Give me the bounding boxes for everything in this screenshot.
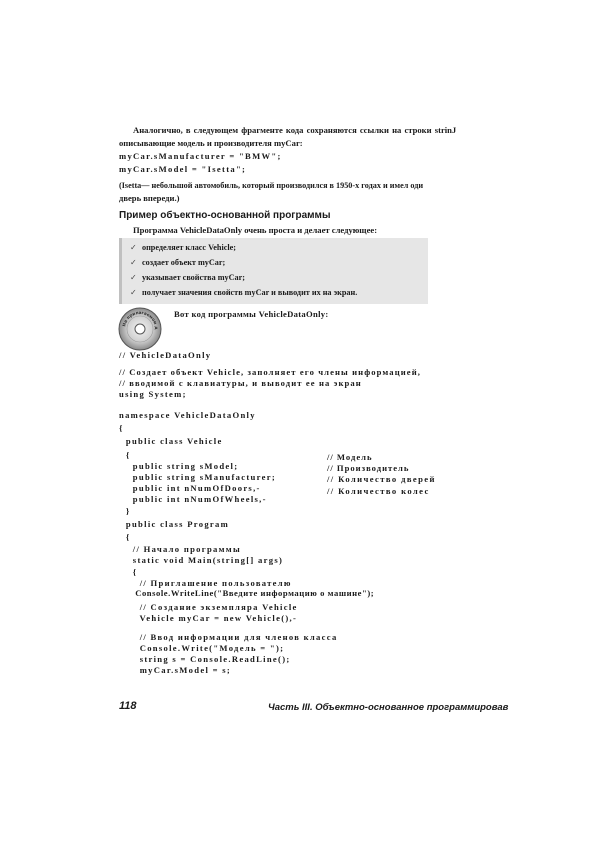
running-footer: Часть III. Объектно-основанное программировав [268,702,509,713]
checkmark-icon: ✓ [130,258,137,267]
intro-code-2: myCar.sModel = "Isetta"; [119,164,247,174]
intro-line-2: описывающие модель и производителя myCar: [119,138,303,148]
intro-line-1: Аналогично, в следующем фрагменте кода сохраняются ссылки на строки strinJ [133,125,457,135]
code-intro: Вот код программы VehicleDataOnly: [174,309,329,319]
bullet-list [119,238,428,304]
code-line: // Создание экземпляра Vehicle [119,602,298,612]
code-line: Console.WriteLine("Введите информацию о машине"); [119,588,375,598]
list-item: ✓ определяет класс Vehicle; [130,243,237,252]
code-line: { [119,532,131,542]
list-item: ✓ создает объект myCar; [130,258,226,267]
code-line: { [119,450,131,460]
code-line: namespace VehicleDataOnly [119,410,256,420]
code-line: // VehicleDataOnly [119,350,212,360]
code-line: { [119,567,138,577]
code-line: public class Vehicle [119,436,223,446]
code-line: Console.Write("Модель = "); [119,643,285,653]
intro-note-1: (Isetta— небольшой автомобиль, который производился в 1950-х годах и имел оди [119,181,424,190]
code-comment: // Количество дверей [327,474,436,484]
code-line: { [119,423,124,433]
checkmark-icon: ✓ [130,288,137,297]
code-line: // Ввод информации для членов класса [119,632,338,642]
code-line: public int nNumOfDoors,- [119,483,261,493]
checkmark-icon: ✓ [130,243,137,252]
checkmark-icon: ✓ [130,273,137,282]
code-line: myCar.sModel = s; [119,665,232,675]
list-item: ✓ указывает свойства myCar; [130,273,245,282]
code-line: public string sModel; [119,461,239,471]
section-lead: Программа VehicleDataOnly очень проста и делает следующее: [133,225,378,235]
code-line: // вводимой с клавиатуры, и выводит ее на экран [119,378,362,388]
code-line: using System; [119,389,187,399]
code-line: string s = Console.ReadLine(); [119,654,291,664]
cd-disc-icon [117,306,163,352]
code-line: public int nNumOfWheels,- [119,494,267,504]
code-line: // Создает объект Vehicle, заполняет его члены информацией, [119,367,422,377]
section-heading: Пример объектно-основанной программы [119,210,331,221]
code-line: // Приглашение пользователю [119,578,292,588]
code-comment: // Количество колес [327,486,430,496]
intro-note-2: дверь впереди.) [119,193,180,203]
intro-code-1: myCar.sManufacturer = "BMW"; [119,151,282,161]
code-line: // Начало программы [119,544,241,554]
code-line: } [119,506,131,516]
code-line: public class Program [119,519,230,529]
svg-text:На прилагаемом диске: На прилагаемом д [121,309,160,330]
code-comment: // Производитель [327,463,410,473]
code-line: Vehicle myCar = new Vehicle(),- [119,613,298,623]
code-line: public string sManufacturer; [119,472,276,482]
code-line: static void Main(string[] args) [119,555,284,565]
code-comment: // Модель [327,452,373,462]
page-number: 118 [119,700,137,712]
list-item: ✓ получает значения свойств myCar и выводит их на экран. [130,288,358,297]
